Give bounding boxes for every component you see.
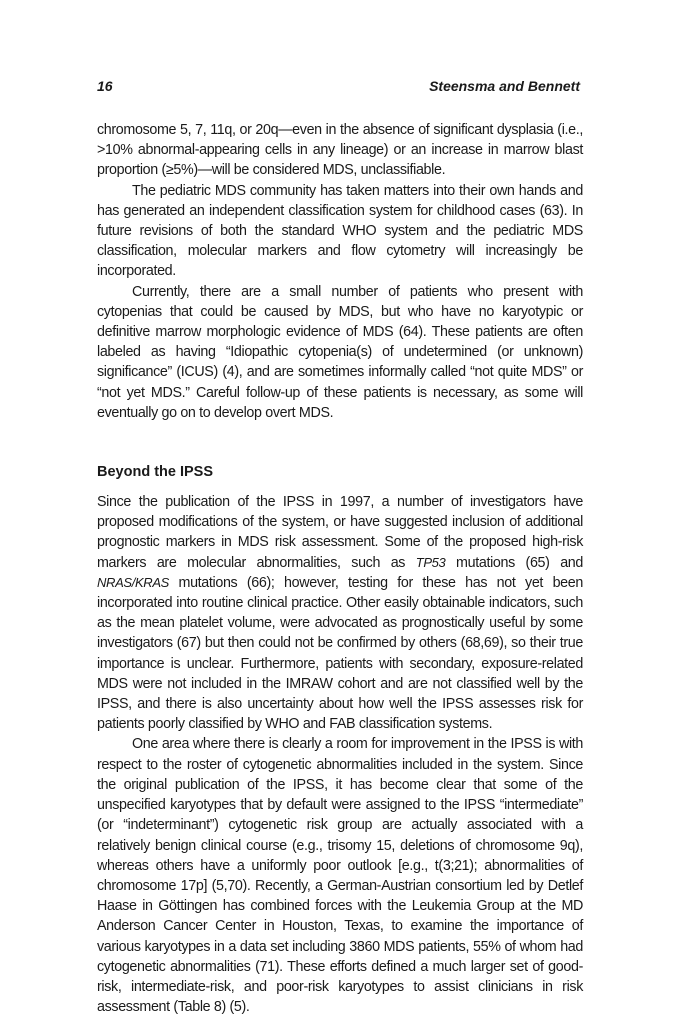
gene-name: TP53 [415, 554, 446, 570]
paragraph [97, 492, 583, 734]
text-span: Since the publication of the IPSS in 1997, a number of investigators have proposed modifications of the system, or have suggested inclusion of additional prognostic markers in MDS risk assessment. Some of the proposed high-risk markers are molecular abnormalities, such as [97, 494, 583, 571]
paragraph: Currently, there are a small number of patients who present with cytopenias that could be caused by MDS, but who have no karyotypic or definitive marrow morphologic evidence of MDS (64). These patients are often labeled as having “Idiopathic cytopenia(s) of undetermined (or unknown) significance” (ICUS) (4), and are sometimes informally called “not quite MDS” or “not yet MDS.” Careful follow-up of these patients is necessary, as some will eventually go on to develop overt MDS. [97, 283, 583, 421]
running-head [97, 78, 580, 94]
text-span: mutations (66); however, testing for these has not yet been incorporated into routine clinical practice. Other easily obtainable indicators, such as the mean platelet volume, were advocated as prognostically useful by some investigators (67) but then could not be confirmed by others (68,69), so their true importance is unclear. Furthermore, patients with secondary, exposure-related MDS were not included in the IMRAW cohort and are not classified well by the IPSS, and there is also uncertainty about how well the IPSS assesses risk for patients poorly classified by WHO and FAB classification systems. [97, 574, 583, 733]
paragraph: One area where there is clearly a room for improvement in the IPSS is with respect to the roster of cytogenetic abnormalities included in the system. Since the original publication of the IPSS, it has become clear that some of the unspecified karyotypes that by default were assigned to the IPSS “intermediate” (or “indeterminant”) cytogenetic risk group are actually associated with a relatively benign clinical course (e.g., trisomy 15, deletions of chromosome 9q), whereas others have a uniformly poor outlook [e.g., t(3;21); abnormalities of chromosome 17p] (5,70). Recently, a German-Austrian consortium led by Detlef Haase in Göttingen has combined forces with the Leukemia Group at the MD Anderson Cancer Center in Houston, Texas, to examine the importance of various karyotypes in a data set including 3860 MDS patients, 55% of whom had cytogenetic abnormalities (71). These efforts defined a much larger set of good-risk, intermediate-risk, and poor-risk karyotypes to assist clinicians in risk assessment (Table 8) (5). [97, 736, 583, 1016]
page-number: 16 [97, 78, 113, 94]
text-span: mutations (65) and [445, 554, 583, 571]
section-heading: Beyond the IPSS [97, 464, 214, 481]
gene-name: NRAS/KRAS [97, 574, 169, 590]
paragraph: chromosome 5, 7, 11q, or 20q—even in the absence of significant dysplasia (i.e., >10% abnormal-appearing cells in any lineage) or an increase in marrow blast proportion (≥5%)—will be considered MDS, unclassifiable. [97, 122, 583, 179]
running-title: Steensma and Bennett [429, 78, 580, 94]
paragraph: The pediatric MDS community has taken matters into their own hands and has generated an independent classification system for childhood cases (63). In future revisions of both the standard WHO system and the pediatric MDS classification, molecular markers and flow cytometry will increasingly be incorporated. [97, 182, 583, 280]
body-text [97, 120, 583, 1017]
